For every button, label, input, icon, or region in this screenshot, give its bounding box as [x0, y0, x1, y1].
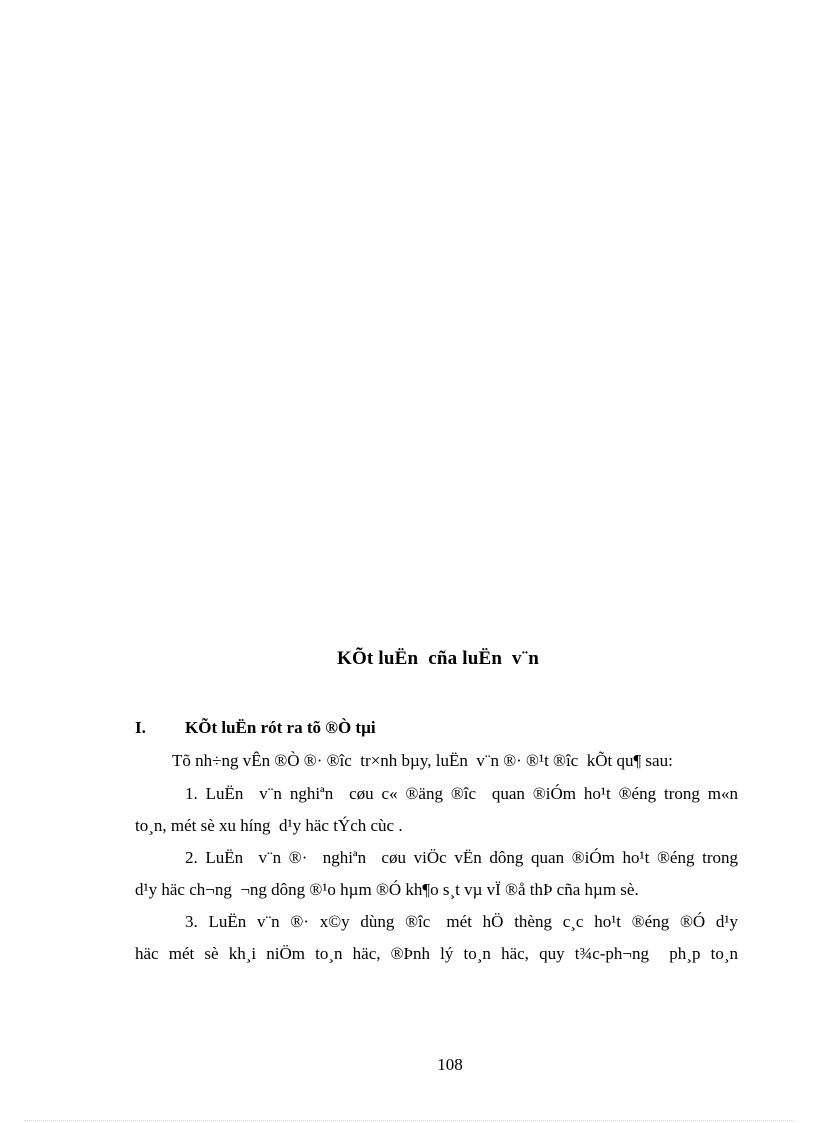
paragraph-item-2-line-2: d¹y häc ch¬ng ¬ng dông ®¹o hµm ®Ó kh¶o s¸t vµ vÏ ®å thÞ cña hµm sè.	[135, 880, 639, 899]
paragraph-intro: Tõ nh÷ng vÊn ®Ò ®· ®îc tr×nh bµy, luËn v¨n ®· ®¹t ®îc kÕt qu¶ sau:	[172, 751, 673, 770]
section-heading-text: KÕt luËn rót ra tõ ®Ò tµi	[185, 718, 376, 737]
paragraph-item-3-line-1: 3. LuËn v¨n ®· x©y dùng ®îc mét hÖ thèng c¸c ho¹t ®éng ®Ó d¹y	[185, 912, 738, 931]
paragraph-item-1-line-1: 1. LuËn v¨n nghiªn cøu c« ®äng ®îc quan ®iÓm ho¹t ®éng trong m«n	[185, 784, 738, 803]
page-bottom-border	[24, 1120, 794, 1121]
conclusion-title: KÕt luËn cña luËn v¨n	[336, 648, 540, 669]
page-number: 108	[437, 1055, 463, 1074]
paragraph-item-3-line-2: häc mét sè kh¸i niÖm to¸n häc, ®Þnh lý to¸n häc, quy t¾c-ph¬ng ph¸p to¸n	[135, 944, 738, 963]
paragraph-item-2-line-1: 2. LuËn v¨n ®· nghiªn cøu viÖc vËn dông quan ®iÓm ho¹t ®éng trong	[185, 848, 738, 867]
paragraph-item-1-line-2: to¸n, mét sè xu híng d¹y häc tÝch cùc .	[135, 816, 403, 835]
section-number: I.	[135, 718, 146, 737]
